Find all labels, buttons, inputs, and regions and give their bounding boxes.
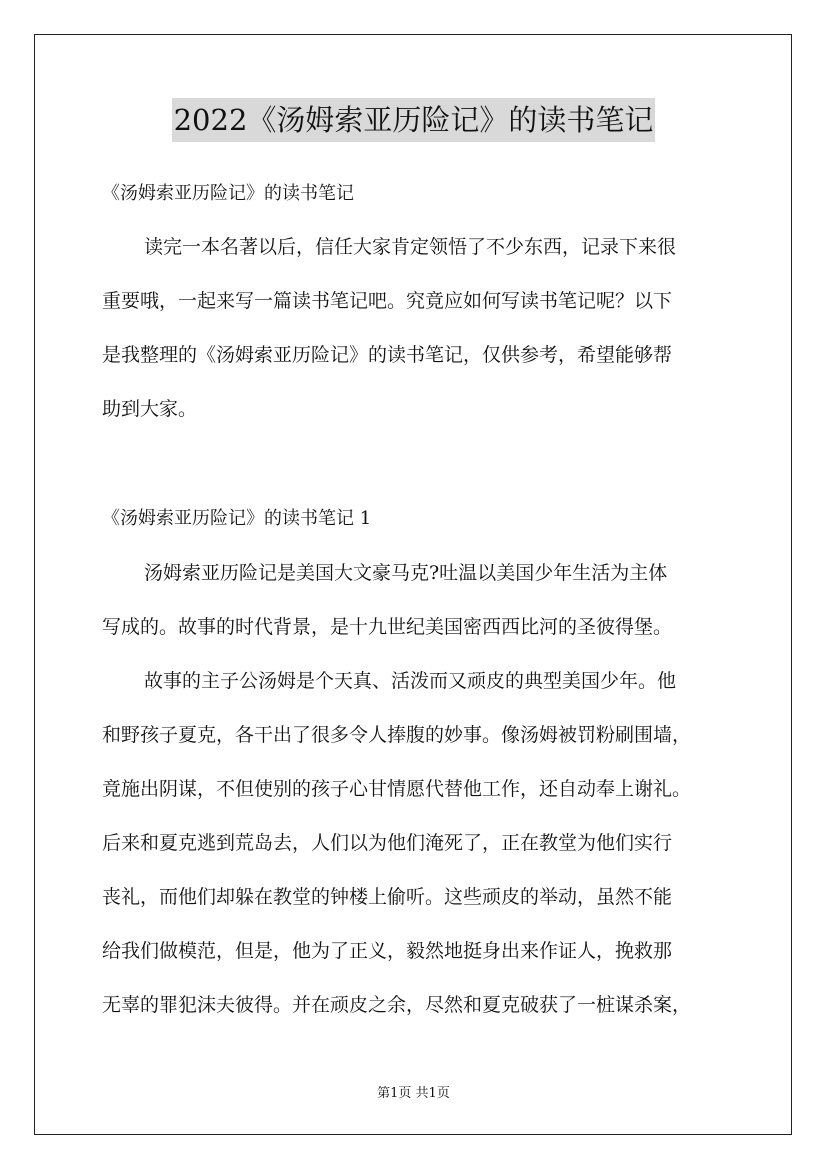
paragraph-line: 重要哦，一起来写一篇读书笔记吧。究竟应如何写读书笔记呢？以下 bbox=[102, 290, 673, 312]
note1-heading: 《汤姆索亚历险记》的读书笔记 1 bbox=[102, 508, 372, 529]
section-heading: 《汤姆索亚历险记》的读书笔记 bbox=[102, 183, 354, 204]
paragraph-line: 读完一本名著以后，信任大家肯定领悟了不少东西，记录下来很 bbox=[144, 236, 677, 258]
paragraph-line: 和野孩子夏克，各干出了很多令人捧腹的妙事。像汤姆被罚粉刷围墙， bbox=[102, 724, 692, 746]
paragraph-line: 助到大家。 bbox=[102, 398, 198, 420]
paragraph-line: 无辜的罪犯沫夫彼得。并在顽皮之余，尽然和夏克破获了一桩谋杀案， bbox=[102, 994, 692, 1016]
intro-paragraph bbox=[102, 220, 732, 436]
paragraph-line: 写成的。故事的时代背景，是十九世纪美国密西西比河的圣彼得堡。 bbox=[102, 616, 673, 638]
page-number: 第1页 共1页 bbox=[377, 1086, 450, 1101]
document-title: 2022《汤姆索亚历险记》的读书笔记 bbox=[172, 98, 656, 142]
paragraph-line: 给我们做模范，但是，他为了正义，毅然地挺身出来作证人，挽救那 bbox=[102, 940, 673, 962]
paragraph-line: 竟施出阴谋，不但使别的孩子心甘情愿代替他工作，还自动奉上谢礼。 bbox=[102, 778, 692, 800]
note1-paragraph-1 bbox=[102, 546, 732, 654]
paragraph-line: 丧礼，而他们却躲在教堂的钟楼上偷听。这些顽皮的举动，虽然不能 bbox=[102, 886, 673, 908]
title-container bbox=[0, 98, 827, 142]
paragraph-line: 汤姆索亚历险记是美国大文豪马克?吐温以美国少年生活为主体 bbox=[144, 562, 668, 584]
paragraph-line: 是我整理的《汤姆索亚历险记》的读书笔记，仅供参考，希望能够帮 bbox=[102, 344, 673, 366]
note1-paragraph-2 bbox=[102, 654, 732, 1032]
paragraph-line: 故事的主子公汤姆是个天真、活泼而又顽皮的典型美国少年。他 bbox=[144, 670, 677, 692]
paragraph-line: 后来和夏克逃到荒岛去，人们以为他们淹死了，正在教堂为他们实行 bbox=[102, 832, 673, 854]
